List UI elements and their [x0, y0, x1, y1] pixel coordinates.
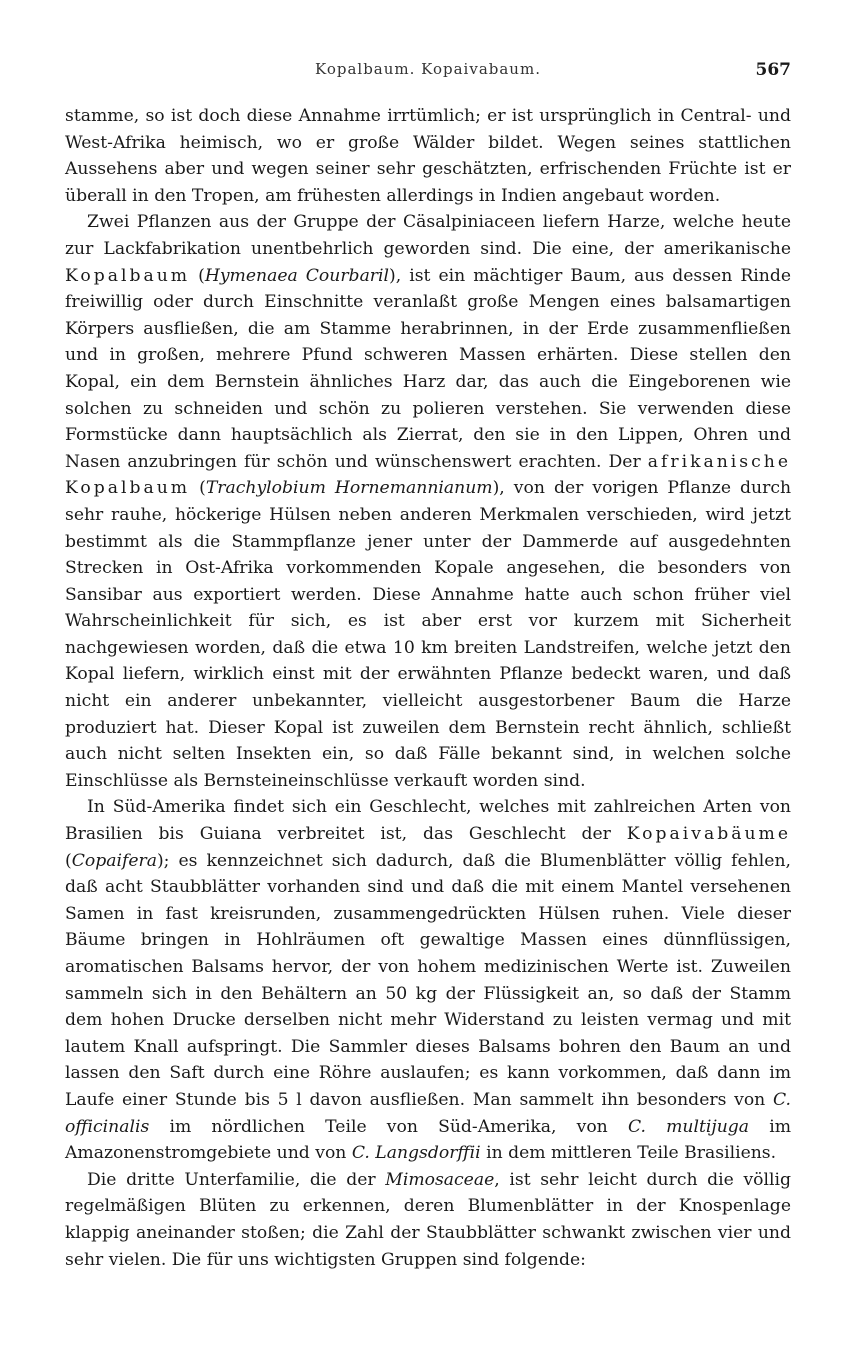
page-number: 567	[755, 60, 791, 80]
text-run: ), ist ein mächtiger Baum, aus dessen Rinde freiwillig oder durch Einschnitte veranlaßt große Mengen eines balsamartigen Körpers ausfließen, die am Stamme herabrinnen, in der Erde zusammenfließen und in großen, mehrere Pfund schweren Massen erhärten. Diese stellen den Kopal, ein dem Bernstein ähnliches Harz dar, das auch die Eingeborenen wie solchen zu schneiden und schön zu polieren verstehen. Sie verwenden diese Formstücke dann hauptsächlich als Zierrat, den sie in den Lippen, Ohren und Nasen anzubringen für schön und wünschenswert erachten. Der	[65, 265, 791, 472]
text-run: im Amazonenstromgebiete und von	[65, 1116, 791, 1164]
emphasized-term: Kopalbaum	[65, 265, 191, 286]
body-text	[65, 103, 791, 1273]
running-title: Kopalbaum. Kopaivabaum.	[315, 60, 541, 78]
text-run: ); es kennzeichnet sich dadurch, daß die Blumenblätter völlig fehlen, daß acht Staubblätter vorhanden sind und daß die mit einem Mantel versehenen Samen in fast kreisrunden, zusammengedrückten Hülsen ruhen. Viele dieser Bäume bringen in Hohlräumen oft gewaltige Massen eines dünnflüssigen, aromatischen Balsams hervor, der von hohem medizinischen Werte ist. Zuweilen sammeln sich in den Behältern an 50 kg der Flüssigkeit an, so daß der Stamm dem hohen Drucke derselben nicht mehr Widerstand zu leisten vermag und mit lautem Knall aufspringt. Die Sammler dieses Balsams bohren den Baum an und lassen den Saft durch eine Röhre auslaufen; es kann vorkommen, daß dann im Laufe einer Stunde bis 5 l davon ausfließen. Man sammelt ihn besonders von	[65, 850, 791, 1110]
text-run: ), von der vorigen Pflanze durch sehr rauhe, höckerige Hülsen neben anderen Merkmalen verschieden, wird jetzt bestimmt als die Stammpflanze jener unter der Dammerde auf ausgedehnten Strecken in Ost-Afrika vorkommenden Kopale angesehen, die besonders von Sansibar aus exportiert werden. Diese Annahme hatte auch schon früher viel Wahrscheinlichkeit für sich, es ist aber erst vor kurzem mit Sicherheit nachgewiesen worden, daß die etwa 10 km breiten Landstreifen, welche jetzt den Kopal liefern, wirklich einst mit der erwähnten Pflanze bedeckt waren, und daß nicht ein anderer unbekannter, vielleicht ausgestorbener Baum die Harze produziert hat. Dieser Kopal ist zuweilen dem Bernstein recht ähnlich, schließt auch nicht selten Insekten ein, so daß Fälle bekannt sind, in welchen solche Einschlüsse als Bernsteineinschlüsse verkauft worden sind.	[65, 478, 792, 791]
paragraph	[65, 103, 791, 209]
text-run: , ist sehr leicht durch die völlig regelmäßigen Blüten zu erkennen, deren Blumenblätter in der Knospenlage klappig aneinander stoßen; die Zahl der Staubblätter schwankt zwischen vier und sehr vielen. Die für uns wichtigsten Gruppen sind folgende:	[65, 1169, 791, 1270]
latin-name: Copaifera	[71, 850, 157, 871]
text-run: in dem mittleren Teile Brasiliens.	[480, 1143, 777, 1164]
book-page	[65, 0, 791, 1364]
text-run: (	[190, 478, 206, 499]
latin-name: C. Langsdorffii	[351, 1143, 481, 1164]
page-header	[65, 60, 791, 86]
latin-name: Trachylobium Hornemannianum	[205, 478, 493, 499]
text-run: Die dritte Unterfamilie, die der	[87, 1169, 386, 1190]
text-run: stamme, so ist doch diese Annahme irrtümlich; er ist ursprünglich in Central- und West-Afrika heimisch, wo er große Wälder bildet. Wegen seines stattlichen Aussehens aber und wegen seiner sehr geschätzten, erfrischenden Früchte ist er überall in den Tropen, am frühesten allerdings in Indien angebaut worden.	[65, 106, 791, 206]
latin-name: Mimosaceae	[385, 1169, 495, 1190]
latin-name: Hymenaea Courbaril	[204, 265, 390, 286]
emphasized-term: afrikanische Kopalbaum	[65, 451, 791, 499]
text-run: In Süd-Amerika findet sich ein Geschlecht, welches mit zahlreichen Arten von Brasilien bis Guiana verbreitet ist, das Geschlecht der	[65, 797, 791, 845]
text-run: (	[65, 850, 72, 871]
latin-name: C. officinalis	[65, 1089, 791, 1137]
text-run: Zwei Pflanzen aus der Gruppe der Cäsalpiniaceen liefern Harze, welche heute zur Lackfabrikation unentbehrlich geworden sind. Die eine, der amerikanische	[65, 212, 791, 259]
paragraph	[65, 1167, 791, 1273]
text-run: (	[190, 265, 205, 286]
emphasized-term: Kopaivabäume	[626, 824, 791, 845]
latin-name: C. multijuga	[627, 1116, 750, 1137]
paragraph	[65, 794, 791, 1166]
text-run: im nördlichen Teile von Süd-Amerika, von	[149, 1116, 628, 1137]
paragraph	[65, 209, 791, 794]
